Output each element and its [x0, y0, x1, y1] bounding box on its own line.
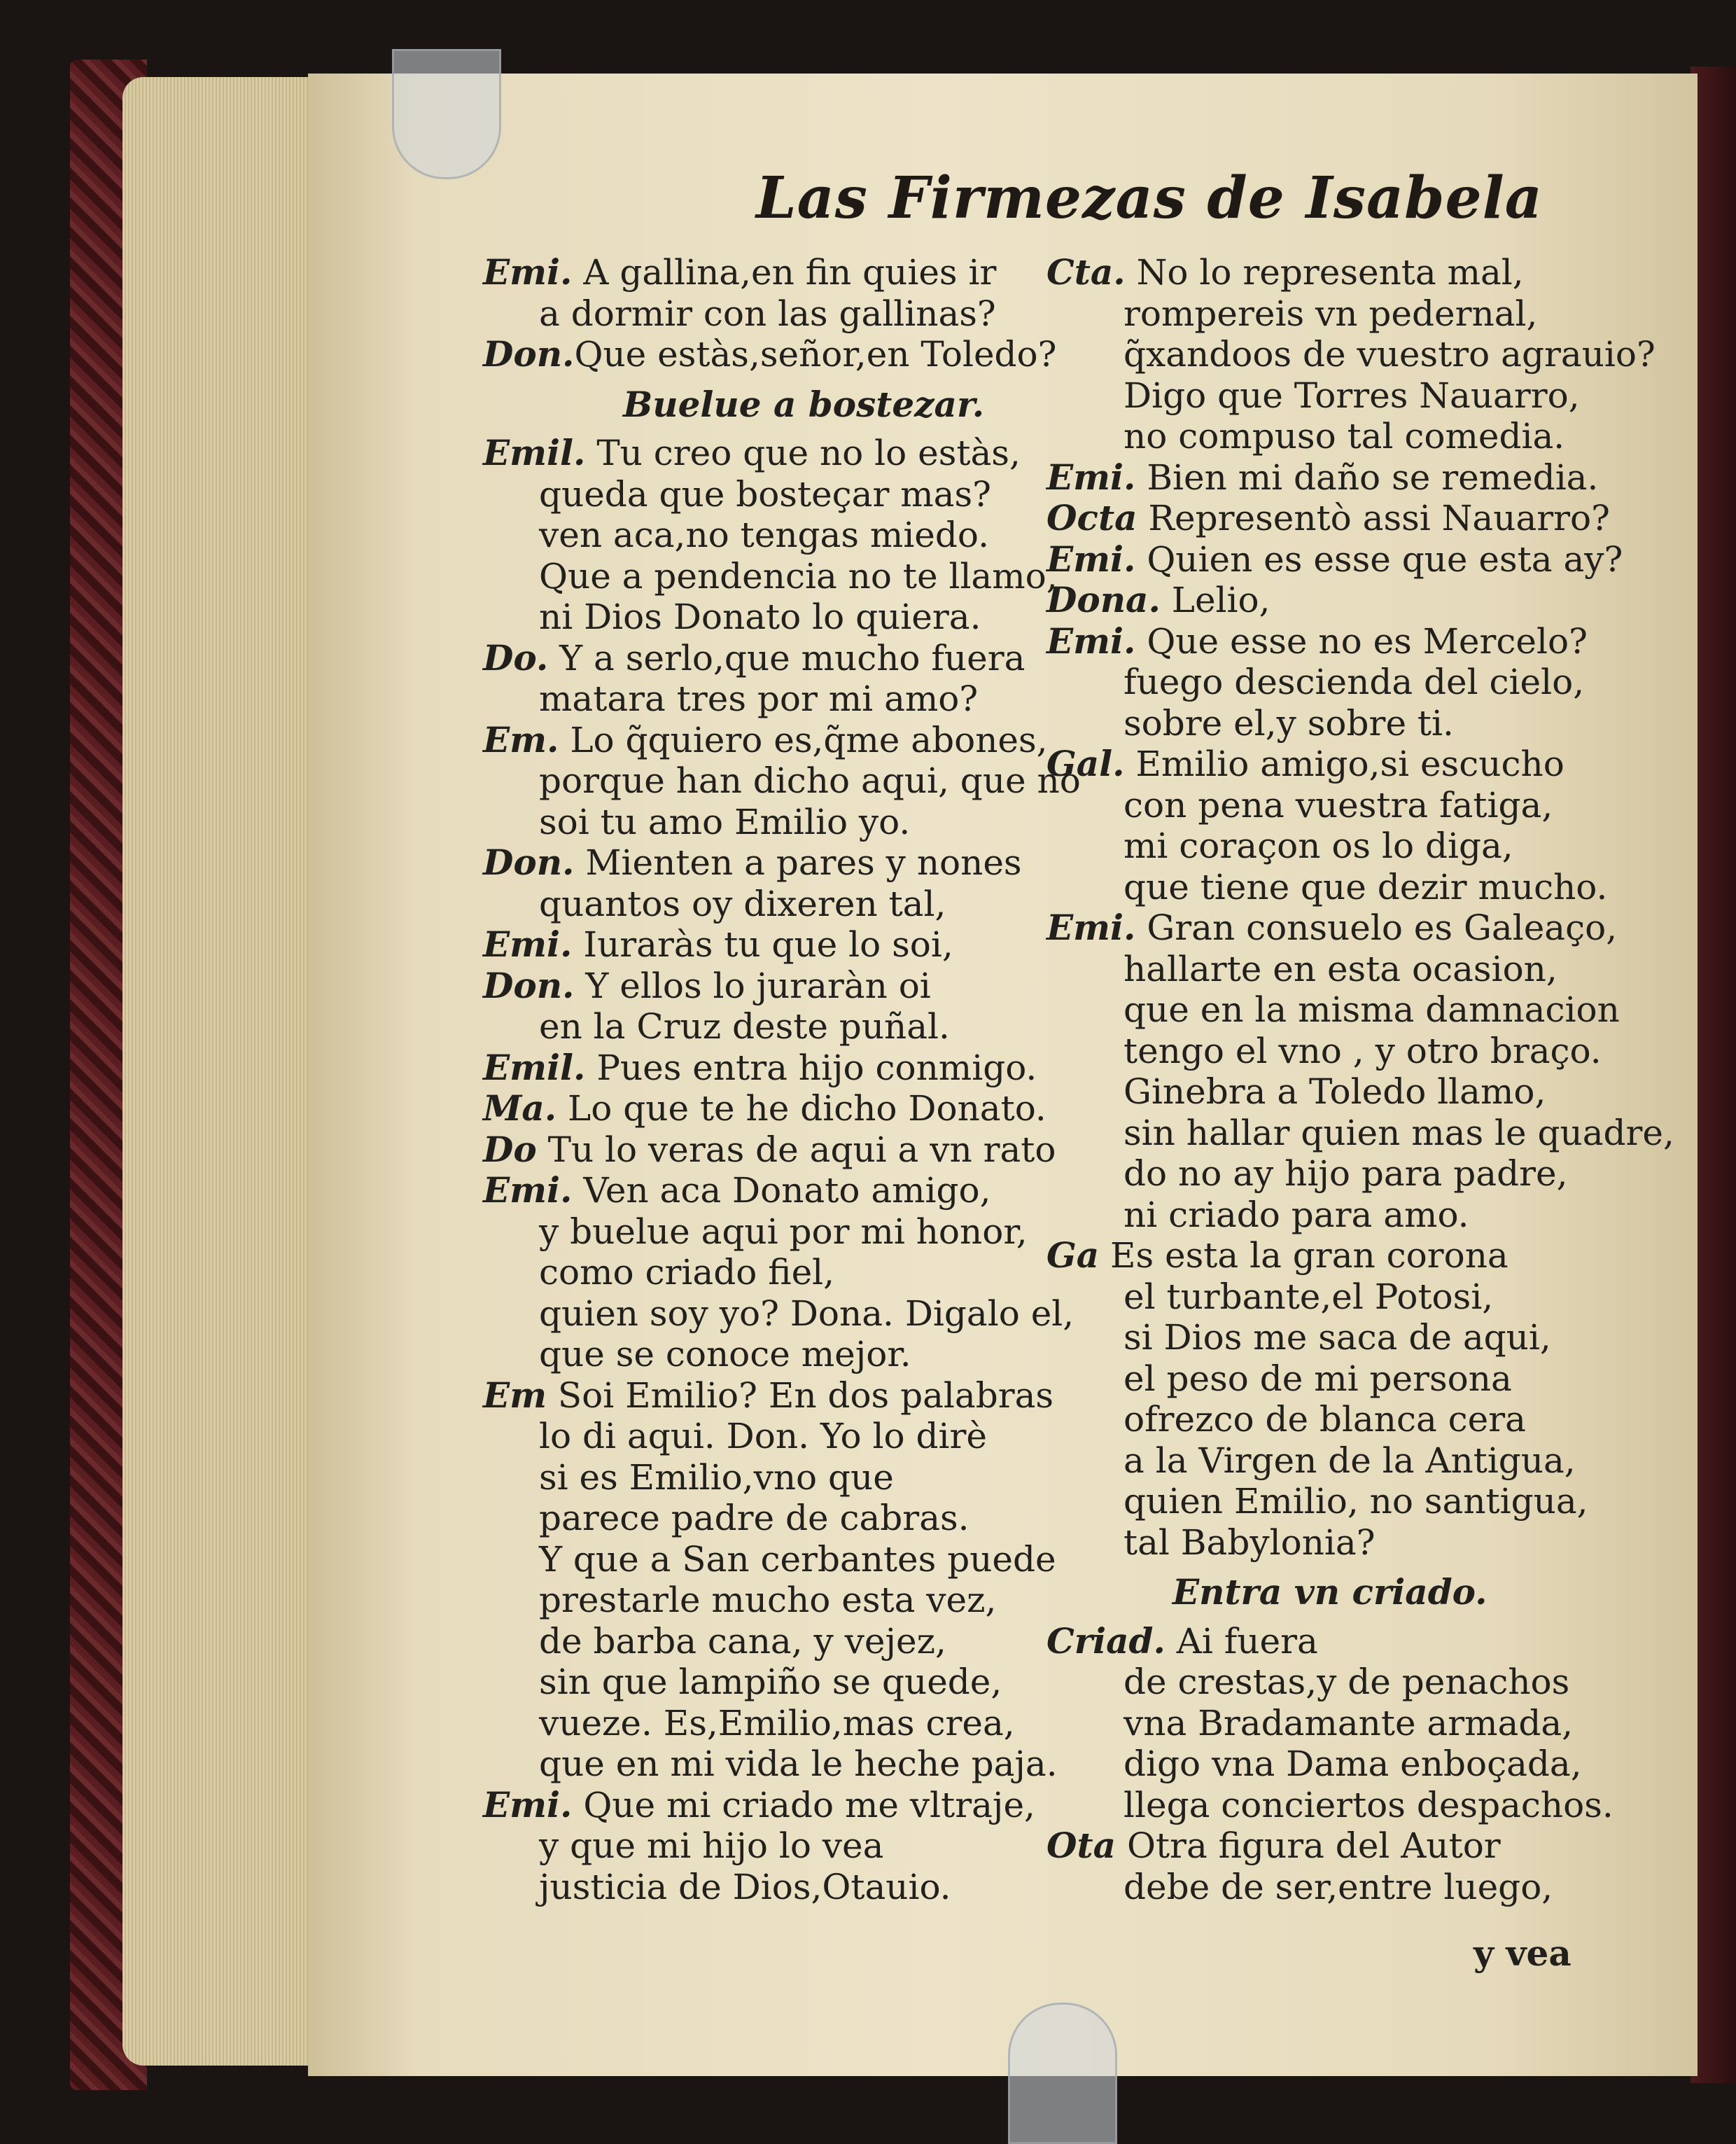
speaker-name: Ota	[1046, 1825, 1116, 1866]
verse-line	[483, 1785, 1035, 1825]
verse-text: Es esta la gran corona	[1099, 1235, 1508, 1276]
verse-text: Emilio amigo,si escucho	[1124, 744, 1564, 784]
verse-line	[483, 433, 1021, 473]
verse-text: matara tres por mi amo?	[539, 678, 979, 719]
verse-text: Tu creo que no lo estàs,	[585, 433, 1021, 473]
verse-text: Mienten a pares y nones	[574, 842, 1022, 883]
speaker-name: Emi.	[1046, 456, 1136, 498]
verse-line	[483, 842, 1022, 883]
verse-text: Y a serlo,que mucho fuera	[548, 637, 1026, 678]
verse-text: Representò assi Nauarro?	[1137, 498, 1610, 538]
verse-text: quantos oy dixeren tal,	[539, 883, 946, 924]
verse-line	[483, 1170, 991, 1211]
verse-line	[1124, 989, 1620, 1030]
verse-line	[1046, 252, 1524, 293]
verse-text: debe de ser,entre luego,	[1124, 1866, 1553, 1907]
verse-line	[539, 1334, 911, 1374]
page-clip-top	[392, 49, 501, 179]
verse-line	[483, 1375, 1054, 1416]
verse-text: Gran consuelo es Galeaço,	[1135, 907, 1618, 948]
verse-line	[539, 884, 946, 924]
verse-text: quien soy yo? Dona. Digalo el,	[539, 1293, 1074, 1334]
speaker-name: Don.	[483, 964, 575, 1006]
verse-line	[539, 1211, 1028, 1252]
speaker-name: Do	[483, 1128, 537, 1170]
verse-text: Lelio,	[1160, 580, 1270, 620]
verse-line	[483, 1047, 1037, 1088]
verse-text: Y que a San cerbantes puede	[539, 1538, 1056, 1580]
speaker-name: Emi.	[1046, 538, 1136, 580]
verse-line	[1046, 1825, 1501, 1866]
verse-line	[1124, 293, 1537, 334]
verse-line	[1046, 621, 1588, 662]
verse-text: Pues entra hijo conmigo.	[585, 1047, 1037, 1088]
verse-line	[1124, 1785, 1614, 1825]
verse-text: y buelue aqui por mi honor,	[539, 1211, 1028, 1252]
verse-line	[1124, 785, 1553, 826]
verse-line	[539, 1293, 1074, 1334]
verse-text: Y ellos lo juraràn oi	[574, 965, 931, 1006]
verse-text: de barba cana, y vejez,	[539, 1620, 946, 1662]
verse-line	[1046, 580, 1270, 620]
verse-text: No lo representa mal,	[1125, 252, 1524, 293]
verse-text: digo vna Dama enboçada,	[1124, 1743, 1582, 1784]
verse-line	[1124, 662, 1584, 702]
verse-text: no compuso tal comedia.	[1124, 416, 1565, 457]
verse-text: Ven aca Donato amigo,	[572, 1170, 991, 1211]
verse-text: do no ay hijo para padre,	[1124, 1153, 1568, 1194]
verse-text: sin que lampiño se quede,	[539, 1662, 1002, 1702]
verse-text: a la Virgen de la Antigua,	[1124, 1440, 1576, 1481]
verse-line	[539, 1416, 987, 1456]
verse-line	[1124, 1867, 1553, 1907]
verse-text: Lo que te he dicho Donato.	[556, 1088, 1046, 1129]
verse-text: Quien es esse que esta ay?	[1135, 538, 1623, 580]
verse-text: quien Emilio, no santigua,	[1124, 1481, 1588, 1522]
verse-line	[1124, 1031, 1602, 1071]
verse-text: ofrezco de blanca cera	[1124, 1399, 1526, 1440]
verse-line	[1124, 1358, 1512, 1399]
verse-text: Que estàs,señor,en Toledo?	[574, 334, 1057, 375]
verse-text: y que mi hijo lo vea	[539, 1825, 884, 1866]
verse-line	[483, 1129, 1056, 1170]
verse-text: ni criado para amo.	[1124, 1194, 1469, 1235]
verse-line	[539, 1743, 1058, 1784]
verse-text: Que a pendencia no te llamo,	[539, 555, 1058, 597]
verse-line	[1124, 1399, 1526, 1440]
verse-text: justicia de Dios,Otauio.	[539, 1866, 951, 1907]
verse-line	[1124, 1195, 1469, 1235]
verse-line	[483, 252, 996, 293]
verse-text: Ginebra a Toledo llamo,	[1124, 1071, 1546, 1112]
verse-text: soi tu amo Emilio yo.	[539, 801, 911, 842]
verse-text: en la Cruz deste puñal.	[539, 1006, 950, 1047]
verse-text: q̃xandoos de vuestro agrauio?	[1124, 334, 1656, 375]
verse-text: sin hallar quien mas le quadre,	[1124, 1112, 1674, 1153]
verse-text: mi coraçon os lo diga,	[1124, 826, 1513, 866]
verse-text: Que mi criado me vltraje,	[572, 1784, 1035, 1825]
running-head: Las Firmezas de Isabela	[756, 165, 1543, 232]
verse-line	[483, 638, 1025, 678]
verse-line	[539, 515, 989, 555]
verse-line	[539, 760, 1081, 801]
verse-line	[539, 1662, 1002, 1702]
verse-line	[539, 1457, 894, 1498]
speaker-name: Cta.	[1046, 251, 1126, 293]
verse-line	[1124, 1071, 1546, 1112]
verse-line	[1046, 539, 1623, 580]
verse-line	[483, 1088, 1046, 1129]
verse-line	[1046, 1621, 1318, 1662]
verse-text: Ai fuera	[1165, 1620, 1318, 1662]
stage-direction: Entra vn criado.	[1172, 1571, 1488, 1613]
verse-text: prestarle mucho esta vez,	[539, 1580, 997, 1620]
speaker-name: Do.	[483, 636, 549, 678]
speaker-name: Gal.	[1046, 743, 1125, 784]
speaker-name: Octa	[1046, 497, 1138, 538]
verse-text: Soi Emilio? En dos palabras	[547, 1374, 1054, 1416]
verse-line	[539, 556, 1058, 597]
verse-text: Digo que Torres Nauarro,	[1124, 375, 1580, 416]
verse-text: vueze. Es,Emilio,mas crea,	[539, 1702, 1015, 1743]
verse-text: parece padre de cabras.	[539, 1498, 969, 1538]
verse-line	[539, 1825, 883, 1866]
verse-line	[539, 597, 981, 637]
speaker-name: Emi.	[483, 1169, 573, 1211]
verse-line	[1046, 1235, 1508, 1276]
speaker-name: Emi.	[1046, 620, 1136, 662]
speaker-name: Emil.	[483, 1046, 586, 1088]
verse-line	[539, 1621, 946, 1662]
verse-line	[483, 720, 1048, 760]
verse-line	[1124, 334, 1656, 375]
verse-line	[1124, 1153, 1567, 1194]
verse-line	[1124, 416, 1564, 457]
verse-text: que se conoce mejor.	[539, 1334, 911, 1374]
speaker-name: Em.	[483, 718, 559, 760]
verse-line	[1124, 1481, 1588, 1522]
stage-direction: Buelue a bostezar.	[623, 383, 985, 425]
verse-line	[539, 1498, 969, 1538]
verse-line	[1124, 1276, 1493, 1317]
verse-line	[539, 1580, 996, 1620]
verse-line	[1124, 375, 1580, 416]
verse-line	[539, 474, 991, 515]
verse-text: que en mi vida le heche paja.	[539, 1743, 1058, 1784]
verse-text: hallarte en esta ocasion,	[1124, 948, 1558, 989]
verse-line	[1124, 867, 1607, 907]
verse-text: porque han dicho aqui, que no	[539, 760, 1081, 801]
verse-line	[539, 802, 910, 842]
verse-line	[539, 293, 996, 334]
verse-line	[1124, 1522, 1376, 1563]
verse-text: sobre el,y sobre ti.	[1124, 702, 1454, 744]
verse-line	[539, 1006, 950, 1047]
verse-text: Bien mi daño se remedia.	[1135, 457, 1599, 498]
verse-line	[483, 966, 931, 1006]
verse-text: A gallina,en fin quies ir	[572, 252, 997, 293]
speaker-name: Don.	[483, 333, 575, 375]
verse-text: llega conciertos despachos.	[1124, 1784, 1614, 1825]
verse-text: Lo q̃quiero es,q̃me abones,	[559, 719, 1048, 760]
speaker-name: Emi.	[483, 1783, 573, 1825]
verse-text: a dormir con las gallinas?	[539, 293, 996, 334]
verse-line	[539, 678, 978, 719]
verse-text: que tiene que dezir mucho.	[1124, 866, 1608, 907]
verse-text: si Dios me saca de aqui,	[1124, 1317, 1551, 1358]
verse-line	[1046, 907, 1617, 948]
verse-line	[483, 334, 1056, 375]
speaker-name: Dona.	[1046, 579, 1161, 620]
verse-line	[1046, 457, 1598, 498]
verse-line	[1124, 826, 1513, 866]
verse-line	[1046, 498, 1610, 538]
verse-text: como criado fiel,	[539, 1252, 835, 1293]
verse-text: tengo el vno , y otro braço.	[1124, 1030, 1602, 1071]
page-clip-bottom	[1008, 2003, 1117, 2144]
verse-line	[483, 924, 953, 965]
verse-text: Otra figura del Autor	[1116, 1825, 1501, 1866]
verse-line	[539, 1539, 1056, 1580]
verse-text: tal Babylonia?	[1124, 1522, 1376, 1563]
verse-text: fuego descienda del cielo,	[1124, 662, 1585, 702]
speaker-name: Don.	[483, 842, 575, 883]
verse-text: el peso de mi persona	[1124, 1358, 1512, 1399]
speaker-name: Emi.	[483, 924, 573, 965]
verse-line	[1124, 949, 1558, 989]
verse-text: si es Emilio,vno que	[539, 1456, 894, 1498]
speaker-name: Emil.	[483, 432, 586, 473]
verse-line	[539, 1252, 834, 1293]
verse-text: de crestas,y de penachos	[1124, 1662, 1570, 1702]
verse-line	[1124, 1703, 1573, 1743]
verse-text: Tu lo veras de aqui a vn rato	[536, 1129, 1056, 1170]
verse-text: ni Dios Donato lo quiera.	[539, 597, 981, 637]
verse-text: que en la misma damnacion	[1124, 989, 1620, 1030]
verse-line	[539, 1867, 951, 1907]
verse-line	[1124, 703, 1454, 744]
verse-text: Iuraràs tu que lo soi,	[572, 924, 953, 965]
speaker-name: Emi.	[1046, 907, 1136, 948]
speaker-name: Emi.	[483, 251, 573, 293]
verse-text: rompereis vn pedernal,	[1124, 293, 1538, 334]
speaker-name: Criad.	[1046, 1620, 1166, 1662]
verse-text: el turbante,el Potosi,	[1124, 1276, 1494, 1317]
verse-line	[1046, 744, 1564, 784]
verse-text: ven aca,no tengas miedo.	[539, 515, 990, 555]
verse-line	[1124, 1113, 1674, 1153]
verse-line	[539, 1703, 1015, 1743]
verse-line	[1124, 1440, 1576, 1481]
speaker-name: Ma.	[483, 1087, 557, 1129]
verse-line	[1124, 1317, 1551, 1358]
verse-text: Que esse no es Mercelo?	[1135, 620, 1588, 662]
speaker-name: Em	[483, 1374, 547, 1416]
verse-line	[1124, 1743, 1582, 1784]
verse-text: vna Bradamante armada,	[1124, 1702, 1574, 1743]
verse-text: con pena vuestra fatiga,	[1124, 784, 1553, 826]
catchword: y vea	[1474, 1933, 1572, 1974]
speaker-name: Ga	[1046, 1234, 1100, 1276]
verse-text: queda que bosteçar mas?	[539, 473, 991, 515]
verse-line	[1124, 1662, 1569, 1702]
verse-text: lo di aqui. Don. Yo lo dirè	[539, 1416, 987, 1456]
